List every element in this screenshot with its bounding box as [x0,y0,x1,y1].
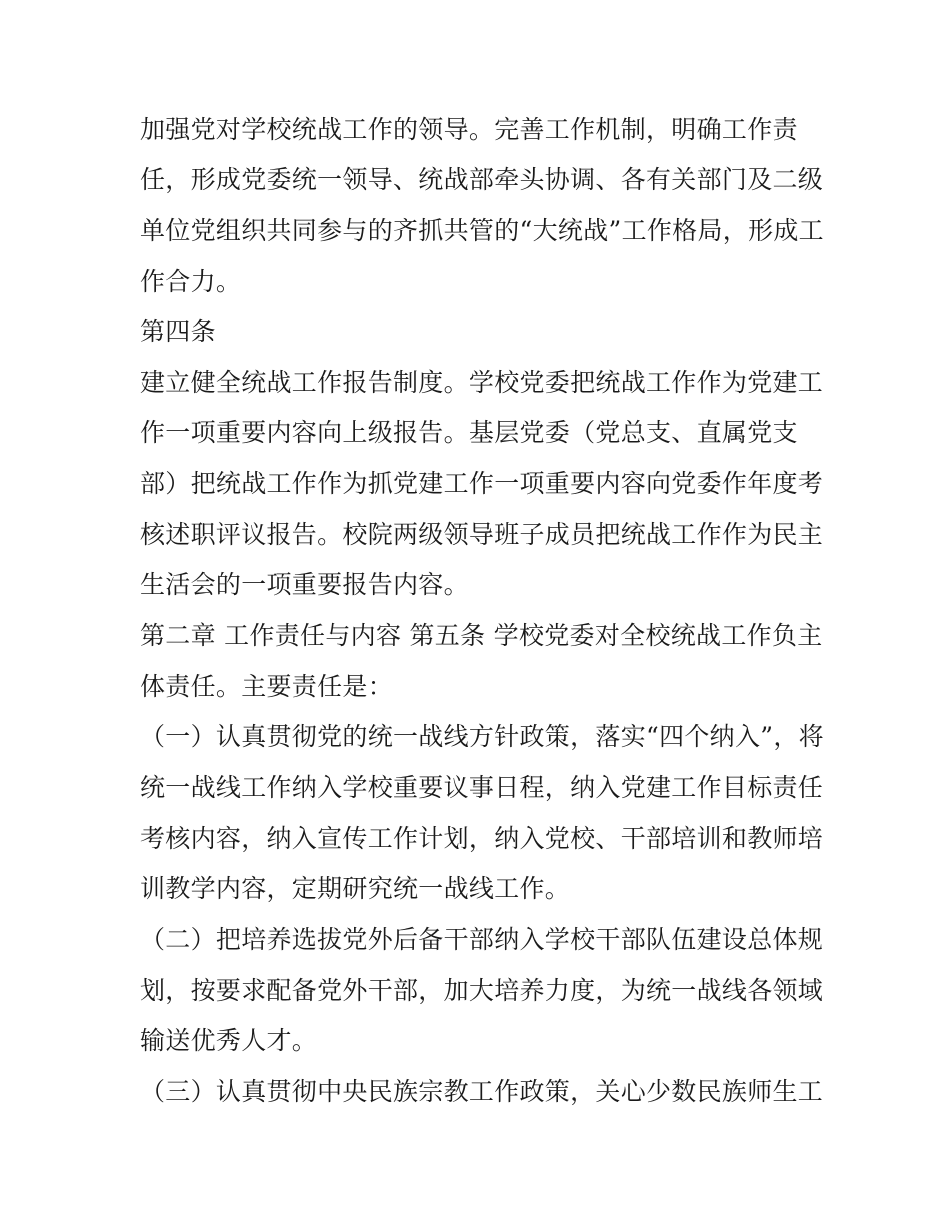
text-line: 考核内容，纳入宣传工作计划，纳入党校、干部培训和教师培 [140,824,824,853]
text-line: 核述职评议报告。校院两级领导班子成员把统战工作作为民主 [140,520,824,549]
text-line: 划，按要求配备党外干部，加大培养力度，为统一战线各领域 [140,976,824,1005]
list-item-line: （三）认真贯彻中央民族宗教工作政策，关心少数民族师生工 [140,1077,824,1106]
text-line: 任，形成党委统一领导、统战部牵头协调、各有关部门及二级 [140,165,824,194]
article-heading: 第四条 [140,317,216,346]
list-item-line: （二）把培养选拔党外后备干部纳入学校干部队伍建设总体规 [140,925,824,954]
text-line: 部）把统战工作作为抓党建工作一项重要内容向党委作年度考 [140,469,824,498]
text-line: 作合力。 [140,267,242,296]
text-line: 加强党对学校统战工作的领导。完善工作机制，明确工作责 [140,115,798,144]
text-line: 生活会的一项重要报告内容。 [140,570,469,599]
text-line: 作一项重要内容向上级报告。基层党委（党总支、直属党支 [140,418,798,447]
text-line: 统一战线工作纳入学校重要议事日程，纳入党建工作目标责任 [140,773,824,802]
list-item-line: （一）认真贯彻党的统一战线方针政策，落实“四个纳入”，将 [140,722,824,751]
text-line: 体责任。主要责任是： [140,672,394,701]
text-line: 建立健全统战工作报告制度。学校党委把统战工作作为党建工 [140,368,824,397]
text-line: 输送优秀人才。 [140,1026,318,1055]
chapter-heading-line: 第二章 工作责任与内容 第五条 学校党委对全校统战工作负主 [140,621,823,650]
text-line: 训教学内容，定期研究统一战线工作。 [140,874,571,903]
text-line: 单位党组织共同参与的齐抓共管的“大统战”工作格局，形成工 [140,216,824,245]
